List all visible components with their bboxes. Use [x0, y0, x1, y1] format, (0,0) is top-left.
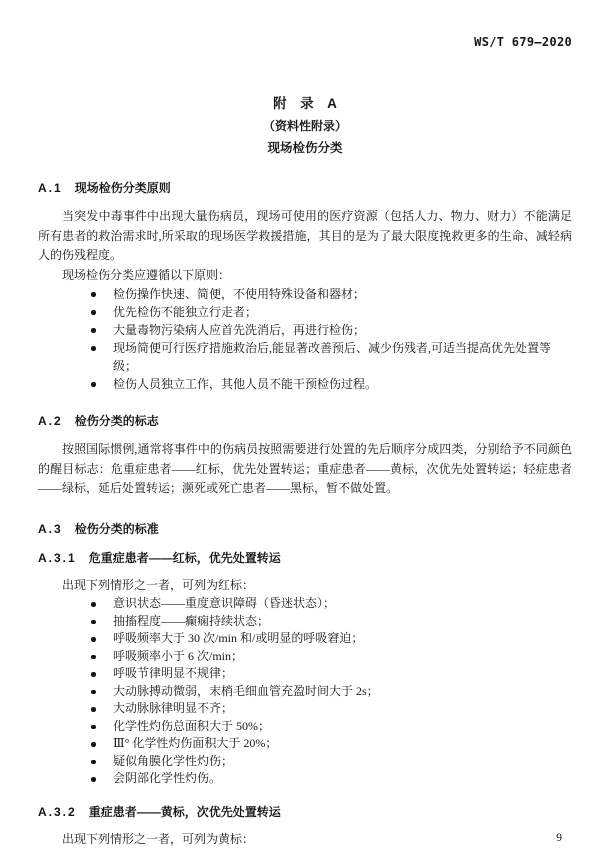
section-a3-title: 检伤分类的标准	[74, 521, 159, 536]
section-a3-label: A.3	[38, 521, 63, 536]
list-item: 会阴部化学性灼伤。	[38, 770, 572, 788]
section-a32-list-intro: 出现下列情形之一者，可列为黄标：	[62, 831, 255, 846]
appendix-title-block	[38, 95, 572, 156]
a1-principles-list	[38, 285, 572, 393]
list-item: 意识状态——重度意识障碍（昏迷状态）；	[38, 595, 572, 613]
section-a32-title: 重症患者——黄标，次优先处置转运	[88, 804, 281, 819]
list-item: 大动脉脉律明显不齐；	[38, 700, 572, 718]
page-number: 9	[556, 832, 562, 844]
section-a32-label: A.3.2	[38, 804, 77, 819]
section-a2-paragraph: 按照国际惯例,通常将事件中的伤病员按照需要进行处置的先后顺序分成四类，分别给予不同颜色的醒目标志：危重症患者——红标，优先处置转运；重症患者——黄标，次优先处置转运；轻症患者——绿标，延后处置转运；濒死或死亡患者——黑标，暂不做处置。	[38, 442, 572, 495]
standard-code: WS/T 679—2020	[474, 35, 572, 49]
list-item: 大动脉搏动微弱，末梢毛细血管充盈时间大于 2s；	[38, 683, 572, 701]
section-a1-heading	[38, 180, 572, 196]
appendix-type: （资料性附录）	[262, 119, 347, 133]
list-item: 大量毒物污染病人应首先洗消后，再进行检伤；	[38, 321, 572, 339]
section-a1-paragraph: 当突发中毒事件中出现大量伤病员，现场可使用的医疗资源（包括人力、物力、财力）不能满足所有患者的救治需求时,所采取的现场医学救援措施，其目的是为了最大限度挽救更多的生命、减轻病人的伤残程度。	[38, 209, 572, 262]
list-item: 化学性灼伤总面积大于 50%；	[38, 718, 572, 736]
list-item: 呼吸节律明显不规律；	[38, 665, 572, 683]
list-item: 呼吸频率大于 30 次/min 和/或明显的呼吸窘迫；	[38, 630, 572, 648]
list-item: 抽搐程度——癫痫持续状态；	[38, 613, 572, 631]
a31-red-tag-criteria-list	[38, 595, 572, 788]
list-item: 疑似角膜化学性灼伤；	[38, 753, 572, 771]
section-a31-heading	[38, 550, 572, 566]
list-item: 优先检伤不能独立行走者；	[38, 303, 572, 321]
list-item: 现场简便可行医疗措施救治后,能显著改善预后、减少伤残者,可适当提高优先处置等级；	[38, 339, 572, 375]
section-a2-label: A.2	[38, 414, 63, 428]
section-a2-heading	[38, 413, 572, 429]
section-a1-list-intro: 现场检伤分类应遵循以下原则：	[62, 267, 231, 282]
section-a3-heading	[38, 521, 572, 537]
appendix-name: 现场检伤分类	[267, 141, 343, 155]
section-a1-label: A.1	[38, 181, 63, 195]
section-a1-title: 现场检伤分类原则	[74, 181, 171, 195]
list-item: 检伤操作快速、简便，不使用特殊设备和器材；	[38, 285, 572, 303]
section-a32-heading	[38, 804, 572, 820]
list-item: Ⅲ° 化学性灼伤面积大于 20%；	[38, 735, 572, 753]
page-header	[38, 34, 572, 49]
section-a2-title: 检伤分类的标志	[74, 414, 159, 428]
list-item: 呼吸频率小于 6 次/min；	[38, 648, 572, 666]
list-item: 检伤人员独立工作，其他人员不能干预检伤过程。	[38, 375, 572, 393]
section-a31-title: 危重症患者——红标，优先处置转运	[88, 550, 281, 565]
section-a31-label: A.3.1	[38, 550, 77, 565]
appendix-label: 附 录 A	[273, 96, 337, 111]
section-a31-list-intro: 出现下列情形之一者，可列为红标：	[62, 577, 255, 592]
